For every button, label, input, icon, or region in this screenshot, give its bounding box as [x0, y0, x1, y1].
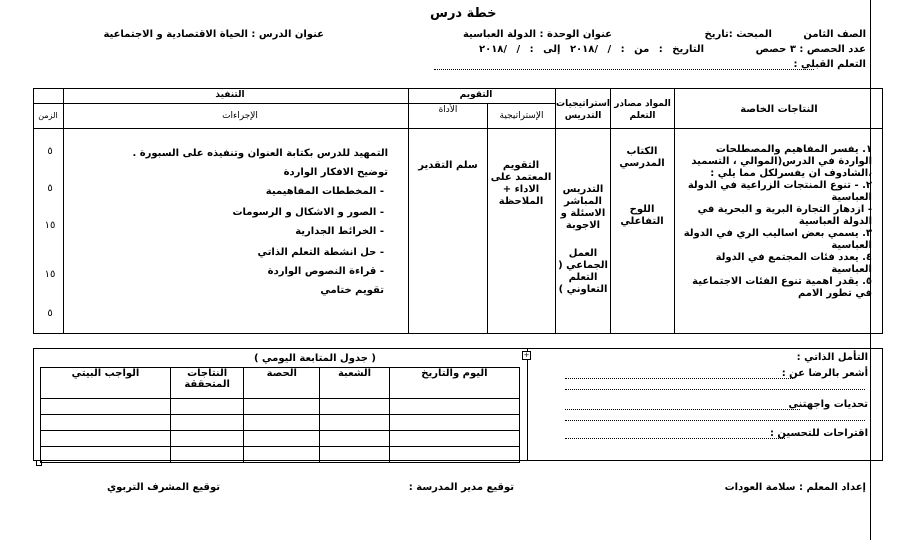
daily-col-day: اليوم والتاريخ [389, 368, 519, 399]
daily-row [41, 447, 520, 463]
daily-col-section: الشعبة [320, 368, 390, 399]
eval-tool-value: سلم التقدير [418, 160, 478, 171]
outcome-item: ٢. - تنوع المنتجات الزراعية في الدولة العباسية [687, 180, 872, 203]
outcome-item: ٣. يسمي بعض اساليب الري في الدولة العباسية [683, 228, 872, 251]
procedures-list [100, 148, 400, 304]
periods-count: عدد الحصص : ٣ حصص [755, 44, 866, 55]
procedure-item: تقويم ختامي [320, 285, 384, 296]
time-header: الزمن [38, 111, 58, 120]
table-move-handle[interactable]: + [523, 351, 530, 359]
eval-tool-header: الأداة [438, 105, 458, 115]
outcomes-list [680, 144, 872, 300]
prior-learning-line [434, 69, 814, 70]
satisfied-line[interactable] [565, 378, 793, 379]
reflection-title: التأمل الذاتي : [796, 352, 868, 363]
time-value: ٥ [47, 183, 53, 194]
material-board: اللوح التفاعلي [620, 204, 664, 227]
procedures-header: الإجراءات [222, 111, 258, 121]
reflection-challenges: تحديات واجهتني [788, 399, 868, 410]
unit-title: عنوان الوحدة : الدولة العباسية [462, 29, 612, 40]
time-value: ٥ [47, 308, 53, 319]
lesson-title: عنوان الدرس : الحياة الاقتصادية و الاجتماعية [103, 29, 324, 40]
satisfied-line-2[interactable] [565, 389, 865, 390]
outcome-item: ٥. يقدر اهمية تنوع الفئات الاجتماعية في تطور الامم [692, 276, 872, 299]
procedure-item: - حل انشطة التعلم الذاتي [257, 247, 384, 258]
eval-strategy-value: التقويم المعتمد على الاداء + الملاحظة [490, 160, 552, 207]
time-value: ٥ [47, 146, 53, 157]
subject-label: المبحث :تاريخ [704, 29, 772, 40]
eval-strategy-header: الإستراتيجية [499, 111, 544, 121]
execution-header: التنفيذ [215, 90, 245, 100]
daily-col-period: الحصة [244, 368, 320, 399]
daily-col-homework: الواجب البيتي [41, 368, 171, 399]
strategy-direct: التدريس المباشر الاسئلة و الاجوبة [560, 184, 606, 231]
material-book: الكتاب المدرسي [619, 146, 665, 169]
daily-table-title: ( جدول المتابعة اليومي ) [254, 353, 376, 364]
procedure-item: - الخرائط الجدارية [295, 226, 384, 237]
procedure-item: - الصور و الاشكال و الرسومات [232, 207, 384, 218]
supervisor-signature: توقيع المشرف التربوي [106, 482, 220, 493]
page-title: خطة درس [430, 6, 497, 21]
daily-row [41, 399, 520, 415]
time-value: ١٥ [44, 220, 56, 231]
procedure-item: - المخططات المفاهيمية [265, 186, 384, 197]
procedure-item: - قراءة النصوص الواردة [267, 266, 384, 277]
materials-header: المواد مصادر التعلم [614, 99, 671, 121]
grade-label: الصف الثامن [803, 29, 866, 40]
outcome-item: - ازدهار التجارة البرية و البحرية في الدولة العباسية [697, 204, 872, 227]
procedure-item: توضيح الافكار الواردة [283, 167, 388, 178]
daily-row [41, 415, 520, 431]
principal-signature: توقيع مدير المدرسة : [408, 482, 514, 493]
evaluation-header: التقويم [459, 90, 493, 100]
daily-follow-up-table [40, 367, 520, 463]
time-value: ١٥ [44, 269, 56, 280]
strategies-header: استراتيجيات التدريس [556, 99, 610, 121]
outcome-item: ١. يفسر المفاهيم والمصطلحات الواردة في الدرس(الموالي ، التسميد ،الشادوف ان يفسرلكل مما يلي : [691, 144, 872, 179]
date-range: التاريخ : من : / /٢٠١٨ إلى : / /٢٠١٨ [478, 44, 704, 55]
reflection-satisfied: أشعر بالرضا عن : [781, 368, 868, 379]
teacher-signature: إعداد المعلم : سلامة العودات [724, 482, 866, 493]
challenges-line[interactable] [565, 409, 800, 410]
outcome-item: ٤. يعدد فئات المجتمع في الدولة العباسية [715, 252, 872, 275]
prior-learning-label: التعلم القبلي : [793, 59, 866, 70]
daily-col-outcomes: النتاجات المتحققة [170, 368, 243, 399]
strategy-group: العمل الجماعي ( التعلم التعاوني ) [558, 248, 608, 295]
daily-row [41, 431, 520, 447]
procedure-item: التمهيد للدرس بكتابة العنوان وتنفيذه على السبورة . [132, 148, 388, 159]
outcomes-header: النتاجات الخاصة [740, 104, 818, 115]
reflection-suggestions: اقتراحات للتحسين : [769, 428, 868, 439]
suggestions-line[interactable] [565, 438, 785, 439]
challenges-line-2[interactable] [565, 420, 865, 421]
